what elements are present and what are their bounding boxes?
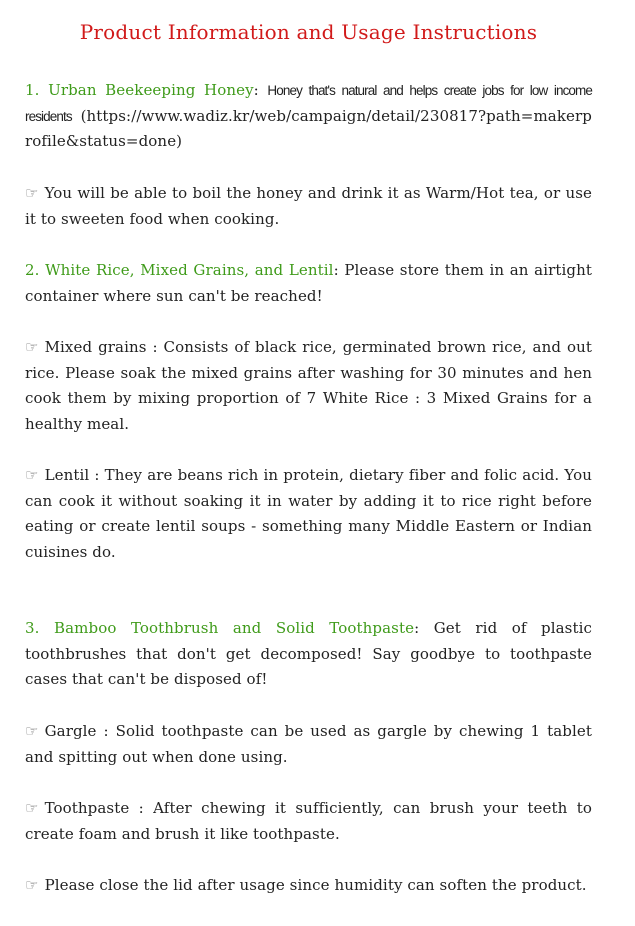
section-3-tip-1-text: Gargle : Solid toothpaste can be used as gargle by chewing 1 tablet and spitting out when done using. bbox=[25, 722, 592, 766]
section-3-description: Get rid of plastic toothbrushes that don't get decomposed! Say goodbye to toothpaste cases that can't be disposed of! bbox=[25, 619, 592, 689]
pointing-hand-icon: ☞ bbox=[25, 876, 39, 894]
section-2-description: Please store them in an airtight container where sun can't be reached! bbox=[25, 261, 592, 305]
pointing-hand-icon: ☞ bbox=[25, 466, 39, 484]
section-2-colon: : bbox=[333, 261, 339, 279]
section-1-url[interactable]: (https://www.wadiz.kr/web/campaign/detail/230817?path=makerprofile&status=done) bbox=[25, 106, 592, 151]
section-1-heading: 1. Urban Beekeeping Honey bbox=[25, 81, 254, 99]
section-2-intro bbox=[25, 258, 592, 309]
section-2-tip-1-text: Mixed grains : Consists of black rice, germinated brown rice, and out rice. Please soak the mixed grains after washing for 30 minutes and hen cook them by mixing proportion of 7 White Rice : 3 Mixed Grains for a healthy meal. bbox=[25, 338, 592, 433]
section-3-heading: 3. Bamboo Toothbrush and Solid Toothpaste bbox=[25, 619, 415, 637]
pointing-hand-icon: ☞ bbox=[25, 799, 39, 817]
section-2-tip-mixed-grains bbox=[25, 335, 592, 437]
pointing-hand-icon: ☞ bbox=[25, 184, 39, 202]
section-3-intro bbox=[25, 616, 592, 693]
section-3-tip-3-text: Please close the lid after usage since humidity can soften the product. bbox=[44, 876, 587, 894]
pointing-hand-icon: ☞ bbox=[25, 722, 39, 740]
section-1-tip bbox=[25, 181, 592, 232]
pointing-hand-icon: ☞ bbox=[25, 338, 39, 356]
section-1-intro bbox=[25, 78, 592, 155]
section-3-tip-toothpaste bbox=[25, 796, 592, 847]
section-1-colon: : bbox=[253, 81, 259, 99]
section-2-heading: 2. White Rice, Mixed Grains, and Lentil bbox=[25, 261, 334, 279]
section-1-description: Honey that's natural and helps create jobs for low income residents bbox=[25, 83, 592, 124]
section-3-tip-lid bbox=[25, 873, 592, 899]
page-title: Product Information and Usage Instructions bbox=[79, 20, 538, 44]
section-3-tip-gargle bbox=[25, 719, 592, 770]
section-3-tip-2-text: Toothpaste : After chewing it sufficiently, can brush your teeth to create foam and brush it like toothpaste. bbox=[25, 799, 592, 843]
section-2-tip-lentil bbox=[25, 463, 592, 565]
section-3-colon: : bbox=[414, 619, 420, 637]
section-1-tip-text: You will be able to boil the honey and drink it as Warm/Hot tea, or use it to sweeten food when cooking. bbox=[25, 184, 592, 228]
section-2-tip-2-text: Lentil : They are beans rich in protein, dietary fiber and folic acid. You can cook it without soaking it in water by adding it to rice right before eating or create lentil soups - something many Middle Eastern or Indian cuisines do. bbox=[25, 466, 592, 561]
